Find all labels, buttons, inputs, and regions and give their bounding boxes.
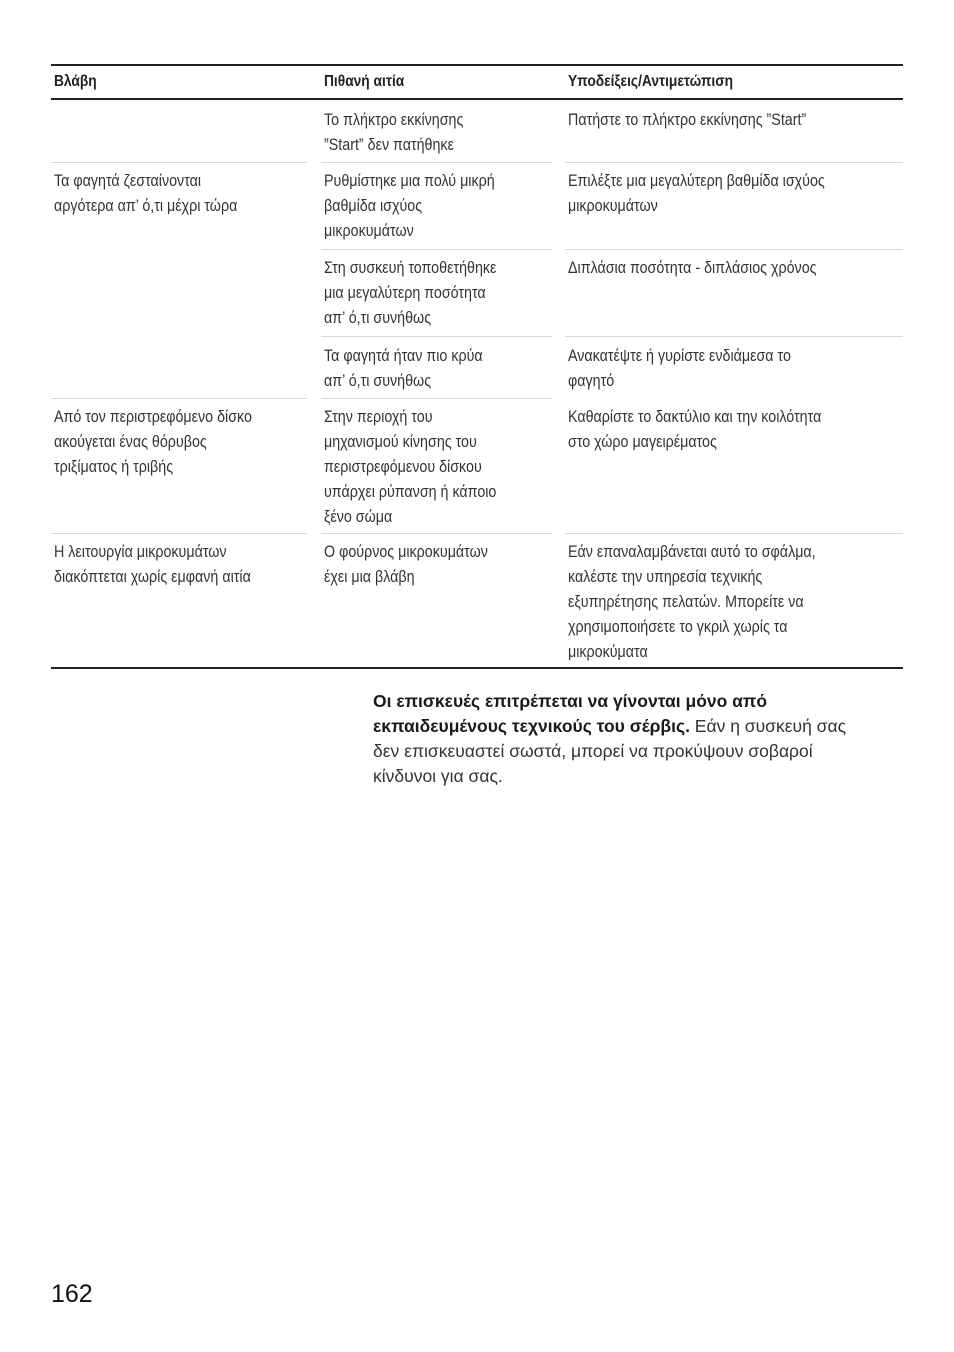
r5-remedy: Καθαρίστε το δακτύλιο και την κοιλότητα στο χώρο μαγειρέματος	[568, 407, 822, 451]
r1-cause: Το πλήκτρο εκκίνησης ”Start” δεν πατήθηκε	[324, 110, 464, 154]
r4-cause: Τα φαγητά ήταν πιο κρύα απ’ ό,τι συνήθως	[324, 346, 483, 390]
row-separator	[565, 336, 903, 337]
row-separator	[51, 398, 307, 399]
row-separator	[565, 162, 903, 163]
troubleshooting-table	[51, 64, 903, 661]
table-bottom-rule	[51, 667, 903, 669]
r1-remedy: Πατήστε το πλήκτρο εκκίνησης ”Start”	[568, 110, 807, 129]
r5-cause: Στην περιοχή του μηχανισμού κίνησης του περιστρεφόμενου δίσκου υπάρχει ρύπανση ή κάποιο ξένο σώμα	[324, 407, 497, 526]
table-header	[51, 64, 903, 100]
r5-fault: Από τον περιστρεφόμενο δίσκο ακούγεται ένας θόρυβος τριξίματος ή τριβής	[54, 407, 252, 476]
repair-warning-text: Εάν η συσκευή σας δεν επισκευαστεί σωστά, μπορεί να προκύψουν σοβαροί κίνδυνοι για σας.	[373, 716, 847, 786]
r4-remedy: Ανακατέψτε ή γυρίστε ενδιάμεσα το φαγητό	[568, 346, 791, 390]
header-fault: Βλάβη	[54, 73, 97, 90]
repair-warning-bold: Οι επισκευές επιτρέπεται να γίνονται μόνο από εκπαιδευμένους τεχνικούς του σέρβις.	[373, 691, 768, 736]
row-separator	[51, 533, 307, 534]
row-separator	[51, 162, 307, 163]
page-number: 162	[51, 1280, 93, 1308]
r3-cause: Στη συσκευή τοποθετήθηκε μια μεγαλύτερη ποσότητα απ’ ό,τι συνήθως	[324, 258, 497, 327]
r6-fault: Η λειτουργία μικροκυμάτων διακόπτεται χωρίς εμφανή αιτία	[54, 542, 251, 586]
row-separator	[565, 249, 903, 250]
row-separator	[321, 336, 552, 337]
header-cause: Πιθανή αιτία	[324, 73, 405, 90]
r2-fault: Τα φαγητά ζεσταίνονται αργότερα απ’ ό,τι μέχρι τώρα	[54, 171, 238, 215]
row-separator	[321, 398, 552, 399]
r2-remedy: Επιλέξτε μια μεγαλύτερη βαθμίδα ισχύος μικροκυμάτων	[568, 171, 825, 215]
row-separator	[321, 249, 552, 250]
row-separator	[321, 162, 552, 163]
repair-warning	[373, 689, 863, 789]
r6-cause: Ο φούρνος μικροκυμάτων έχει μια βλάβη	[324, 542, 488, 586]
header-remedy: Υποδείξεις/Αντιμετώπιση	[568, 73, 734, 90]
r3-remedy: Διπλάσια ποσότητα - διπλάσιος χρόνος	[568, 258, 817, 277]
r6-remedy: Εάν επαναλαμβάνεται αυτό το σφάλμα, καλέστε την υπηρεσία τεχνικής εξυπηρέτησης πελατών. Μπορείτε να χρησιμοποιήσετε το γκριλ χωρίς τα μικροκύματα	[568, 542, 816, 661]
row-separator	[321, 533, 552, 534]
r2-cause: Ρυθμίστηκε μια πολύ μικρή βαθμίδα ισχύος μικροκυμάτων	[324, 171, 495, 240]
row-separator	[565, 533, 903, 534]
